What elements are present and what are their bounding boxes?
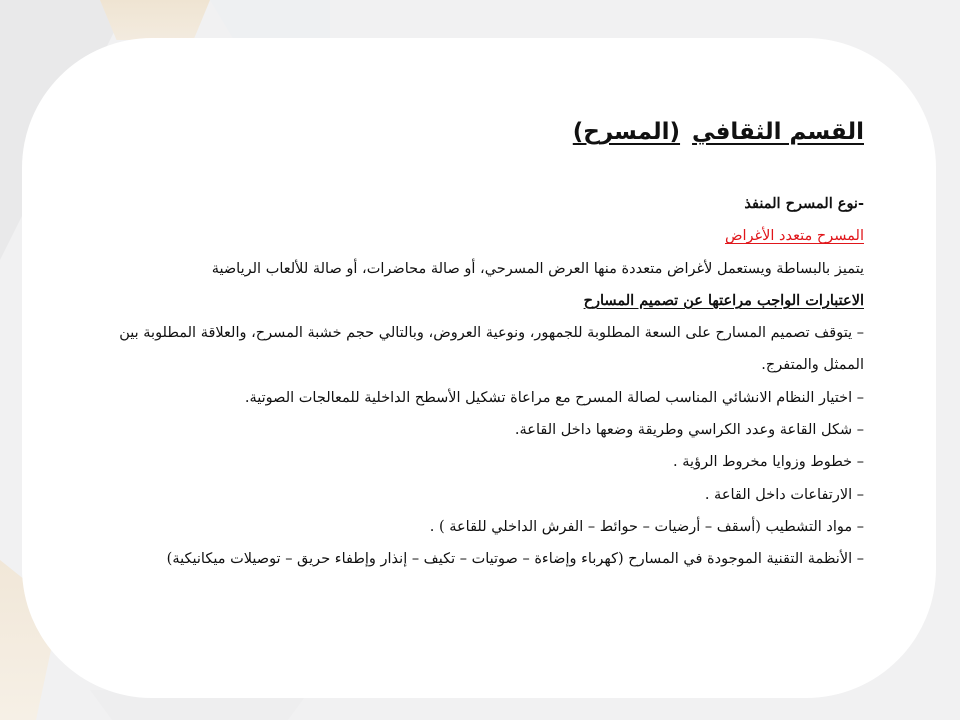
consideration-item: – اختيار النظام الانشائي المناسب لصالة المسرح مع مراعاة تشكيل الأسطح الداخلية للمعالجات الصوتية. [244, 389, 864, 406]
title-main: القسم الثقافي [692, 119, 864, 145]
background-facet [210, 0, 330, 40]
background-facet-beige [100, 0, 210, 40]
title-sub: (المسرح) [572, 119, 681, 145]
theater-type-value: المسرح متعدد الأغراض [725, 228, 864, 245]
consideration-item: – خطوط وزوايا مخروط الرؤية . [673, 454, 864, 471]
consideration-item: – الأنظمة التقنية الموجودة في المسارح (كهرباء وإضاءة – صوتيات – تكيف – إنذار وإطفاء حريق – توصيلات ميكانيكية) [166, 551, 864, 568]
considerations-heading: الاعتبارات الواجب مراعتها عن تصميم المسارح [583, 291, 864, 309]
consideration-item: – مواد التشطيب (أسقف – أرضيات – حوائط – الفرش الداخلي للقاعة ) . [429, 518, 864, 535]
theater-type-label: -نوع المسرح المنفذ [744, 195, 864, 212]
consideration-item: – يتوقف تصميم المسارح على السعة المطلوبة للجمهور، ونوعية العروض، وبالتالي حجم خشبة المسرح، والعلاقة المطلوبة بين الممثل والمتفرج. [119, 325, 864, 374]
consideration-item: – شكل القاعة وعدد الكراسي وطريقة وضعها داخل القاعة. [514, 422, 864, 439]
theater-description: يتميز بالبساطة ويستعمل لأغراض متعددة منها العرض المسرحي، أو صالة محاضرات، أو صالة للألعاب الرياضية [211, 260, 864, 277]
consideration-item: – الارتفاعات داخل القاعة . [704, 486, 864, 503]
slide-title [114, 112, 864, 152]
slide-content [114, 112, 864, 576]
